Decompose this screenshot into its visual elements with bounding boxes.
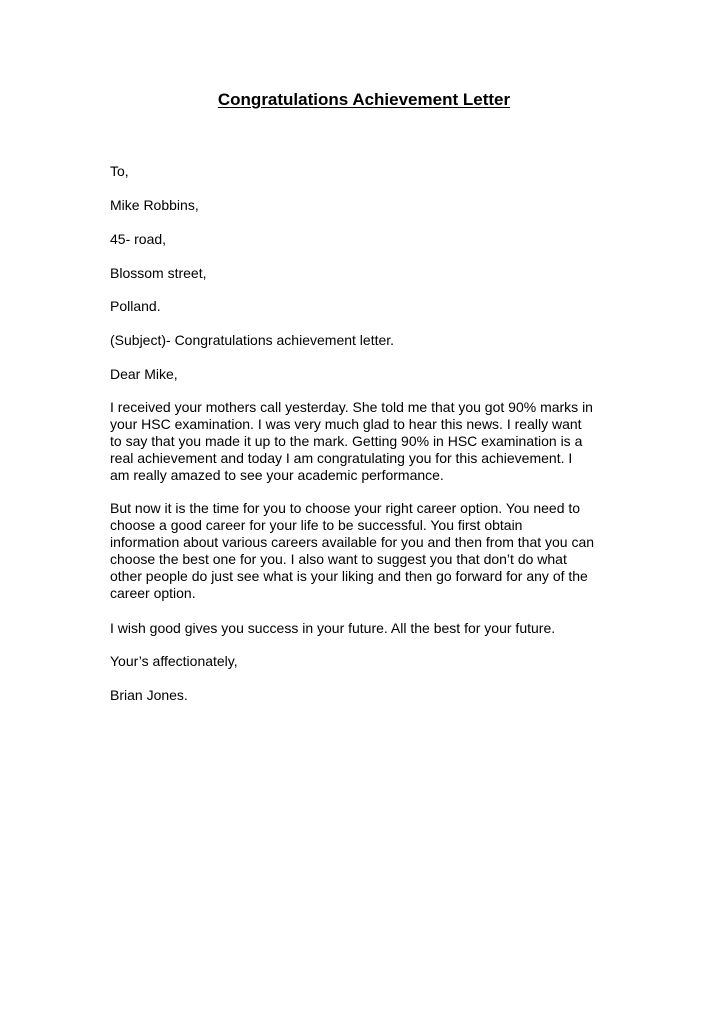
paragraph-line: other people do just see what is your liking and then go forward for any of the xyxy=(110,568,588,584)
address-line-1: 45- road, xyxy=(110,231,167,247)
paragraph-line: your HSC examination. I was very much glad to hear this news. I really want xyxy=(110,416,582,432)
paragraph-1 xyxy=(110,399,630,484)
paragraph-line: I received your mothers call yesterday. She told me that you got 90% marks in xyxy=(110,399,593,415)
letter-title: Congratulations Achievement Letter xyxy=(217,90,511,109)
paragraph-line: career option. xyxy=(110,585,196,601)
paragraph-line: real achievement and today I am congratulating you for this achievement. I xyxy=(110,450,573,466)
address-line-3: Polland. xyxy=(110,298,161,314)
signature: Brian Jones. xyxy=(110,687,188,703)
paragraph-line: information about various careers available for you and then from that you can xyxy=(110,534,595,550)
paragraph-2 xyxy=(110,500,630,602)
address-line-2: Blossom street, xyxy=(110,265,207,281)
salutation: Dear Mike, xyxy=(110,366,178,382)
subject-line: (Subject)- Congratulations achievement letter. xyxy=(110,332,395,348)
to-label: To, xyxy=(110,163,129,179)
closing: Your’s affectionately, xyxy=(110,653,238,669)
paragraph-3: I wish good gives you success in your future. All the best for your future. xyxy=(110,620,556,636)
paragraph-line: choose the best one for you. I also want to suggest you that don’t do what xyxy=(110,551,567,567)
paragraph-line: choose a good career for your life to be successful. You first obtain xyxy=(110,517,523,533)
paragraph-line: to say that you made it up to the mark. Getting 90% in HSC examination is a xyxy=(110,433,583,449)
recipient-name: Mike Robbins, xyxy=(110,197,199,213)
paragraph-line: But now it is the time for you to choose your right career option. You need to xyxy=(110,500,581,516)
paragraph-line: am really amazed to see your academic performance. xyxy=(110,467,444,483)
